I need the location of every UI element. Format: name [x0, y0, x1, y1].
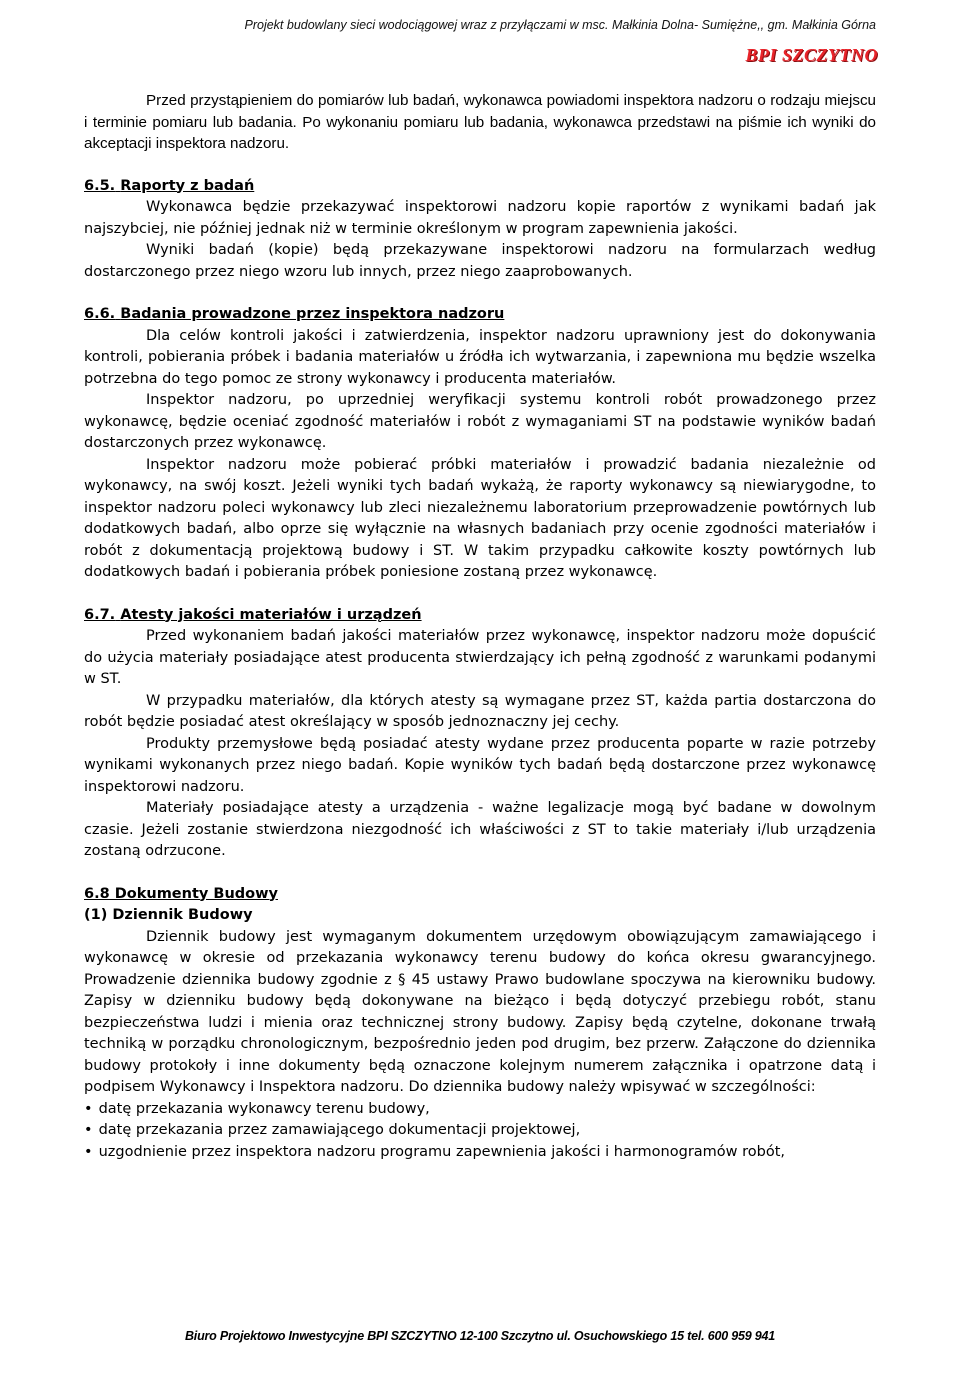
section-6-6-paragraph-1: Dla celów kontroli jakości i zatwierdzenia, inspektor nadzoru uprawniony jest do dokonywania kontroli, pobierania próbek i badania materiałów u źródła ich wytwarzania, i zapewniona mu będzie wszelka potrzebna do tego pomoc ze strony wykonawcy i producenta materiałów. [84, 327, 876, 387]
section-title: Atesty jakości materiałów i urządzeń [120, 606, 422, 623]
header-brand-logo: BPI SZCZYTNO [745, 45, 878, 65]
intro-paragraph: Przed przystąpieniem do pomiarów lub badań, wykonawca powiadomi inspektora nadzoru o rodzaju miejscu i terminie pomiaru lub badania. Po wykonaniu pomiaru lub badania, wykonawca przedstawi na piśmie ich wyniki do akceptacji inspektora nadzoru. [84, 92, 876, 152]
section-6-7-paragraph-2: W przypadku materiałów, dla których atesty są wymagane przez ST, każda partia dostarczona do robót będzie posiadać atest określający w sposób jednoznaczny jej cechy. [84, 692, 876, 730]
section-6-8-paragraph-1: Dziennik budowy jest wymaganym dokumentem urzędowym obowiązującym zamawiającego i wykonawcę w okresie od przekazania wykonawcy terenu budowy do końca okresu gwarancyjnego. Prowadzenie dziennika budowy zgodnie z § 45 ustawy Prawo budowlane spoczywa na kierowniku budowy. Zapisy w dzienniku budowy będą dokonywane na bieżąco i będą dotyczyć przebiegu robót, stanu bezpieczeństwa ludzi i mienia oraz technicznej strony budowy. Zapisy będą czytelne, dokonane trwałą techniką w porządku chronologicznym, bezpośrednio jeden pod drugim, bez przerw. Załączone do dziennika budowy protokoły i inne dokumenty będą oznaczone kolejnym numerem załącznika i opatrzone datą i podpisem Wykonawcy i Inspektora nadzoru. Do dziennika budowy należy wpisywać w szczególności: [84, 928, 876, 1095]
footer-company-info: Biuro Projektowo Inwestycyjne BPI SZCZYTNO 12-100 Szczytno ul. Osuchowskiego 15 tel. 600 959 941 [184, 1329, 776, 1343]
section-6-5-paragraph-1: Wykonawca będzie przekazywać inspektorowi nadzoru kopie raportów z wynikami badań jak najszybciej, nie później jednak niż w terminie określonym w program zapewnienia jakości. [84, 199, 876, 237]
list-item: • uzgodnienie przez inspektora nadzoru programu zapewnienia jakości i harmonogramów robót, [84, 1142, 876, 1164]
section-title: Raporty z badań [120, 177, 255, 194]
section-heading-6-7 [84, 605, 876, 627]
section-6-7-paragraph-4: Materiały posiadające atesty a urządzenia - ważne legalizacje mogą być badane w dowolnym czasie. Jeżeli zostanie stwierdzona niezgodność ich właściwości z ST to takie materiały i/lub urządzenia zostaną odrzucone. [84, 800, 876, 859]
section-6-6-paragraph-3: Inspektor nadzoru może pobierać próbki materiałów i prowadzić badania niezależnie od wykonawcy, na swój koszt. Jeżeli wyniki tych badań wykażą, że raporty wykonawcy są niewiarygodne, to inspektor nadzoru poleci wykonawcy lub zleci niezależnemu laboratorium przeprowadzenie powtórnych lub dodatkowych badań, albo oprze się wyłącznie na własnych badaniach przy ocenie zgodności materiałów i robót z dokumentacją projektową budowy i ST. W takim przypadku całkowite koszty powtórnych lub dodatkowych badań i pobierania próbek poniesione zostaną przez wykonawcę. [84, 456, 876, 580]
section-6-5-paragraph-2: Wyniki badań (kopie) będą przekazywane inspektorowi nadzoru na formularzach według dostarczonego przez niego wzoru lub innych, przez niego zaaprobowanych. [84, 242, 876, 280]
section-heading-6-6 [84, 304, 876, 326]
section-heading-6-5 [84, 176, 876, 198]
section-heading-6-8: 6.8 Dokumenty Budowy [84, 885, 278, 902]
list-item: • datę przekazania przez zamawiającego dokumentacji projektowej, [84, 1120, 876, 1142]
section-title: Badania prowadzone przez inspektora nadzoru [120, 306, 505, 322]
section-6-7-paragraph-3: Produkty przemysłowe będą posiadać atesty wydane przez producenta poparte w razie potrzeby wynikami wykonanych przez niego badań. Kopie wyników tych badań będą dostarczone przez wykonawcę inspektorowi nadzoru. [84, 735, 876, 795]
subsection-heading-dziennik: (1) Dziennik Budowy [84, 907, 253, 923]
section-6-6-paragraph-2: Inspektor nadzoru, po uprzedniej weryfikacji systemu kontroli robót prowadzonego przez wykonawcę, będzie oceniać zgodność materiałów i robót z wymaganiami ST na podstawie wyników badań dostarczonych przez wykonawcę. [84, 392, 876, 451]
section-number: 6.7. [84, 606, 116, 623]
section-6-7-paragraph-1: Przed wykonaniem badań jakości materiałów przez wykonawcę, inspektor nadzoru może dopuścić do użycia materiały posiadające atest producenta stwierdzający ich pełną zgodność z warunkami podanymi w ST. [84, 628, 876, 687]
header-project-title: Projekt budowlany sieci wodociągowej wraz z przyłączami w msc. Małkinia Dolna- Sumiężne,, gm. Małkinia Górna [244, 18, 876, 32]
list-item: • datę przekazania wykonawcy terenu budowy, [84, 1099, 876, 1121]
document-body [84, 90, 876, 1163]
section-number: 6.6. [84, 306, 116, 322]
section-number: 6.5. [84, 177, 116, 194]
